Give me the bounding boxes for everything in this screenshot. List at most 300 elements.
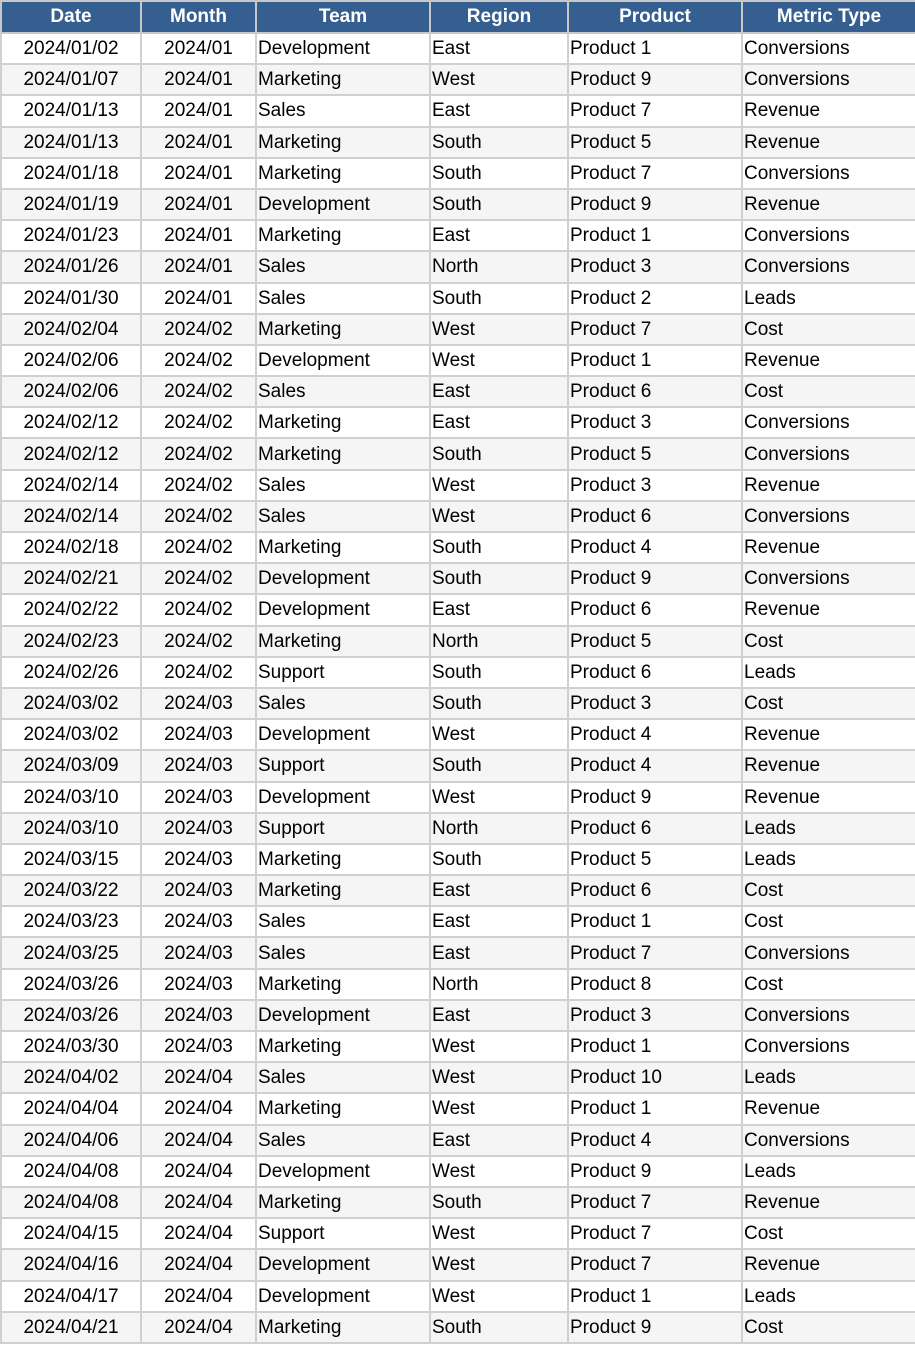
region-cell[interactable]: South [430, 1187, 568, 1218]
team-cell[interactable]: Marketing [256, 158, 430, 189]
product-cell[interactable]: Product 7 [568, 937, 742, 968]
team-cell[interactable]: Marketing [256, 969, 430, 1000]
date-cell[interactable]: 2024/02/21 [1, 563, 141, 594]
team-cell[interactable]: Marketing [256, 314, 430, 345]
region-cell[interactable]: South [430, 438, 568, 469]
month-cell[interactable]: 2024/02 [141, 657, 256, 688]
month-cell[interactable]: 2024/04 [141, 1156, 256, 1187]
team-cell[interactable]: Development [256, 594, 430, 625]
product-cell[interactable]: Product 5 [568, 127, 742, 158]
table-row [1, 127, 915, 158]
table-row [1, 158, 915, 189]
metric-type-cell[interactable]: Conversions [742, 251, 915, 282]
column-header-month[interactable]: Month [141, 1, 256, 33]
metric-type-cell[interactable]: Revenue [742, 719, 915, 750]
date-cell[interactable]: 2024/04/17 [1, 1281, 141, 1312]
date-cell[interactable]: 2024/04/04 [1, 1093, 141, 1124]
metric-type-cell[interactable]: Cost [742, 626, 915, 657]
month-cell[interactable]: 2024/01 [141, 127, 256, 158]
team-cell[interactable]: Marketing [256, 626, 430, 657]
product-cell[interactable]: Product 7 [568, 1249, 742, 1280]
team-cell[interactable]: Marketing [256, 220, 430, 251]
metric-type-cell[interactable]: Revenue [742, 95, 915, 126]
team-cell[interactable]: Marketing [256, 1031, 430, 1062]
team-cell[interactable]: Marketing [256, 64, 430, 95]
date-cell[interactable]: 2024/01/07 [1, 64, 141, 95]
month-cell[interactable]: 2024/04 [141, 1125, 256, 1156]
product-cell[interactable]: Product 9 [568, 782, 742, 813]
team-cell[interactable]: Marketing [256, 438, 430, 469]
region-cell[interactable]: East [430, 407, 568, 438]
table-row [1, 750, 915, 781]
product-cell[interactable]: Product 9 [568, 563, 742, 594]
date-cell[interactable]: 2024/01/18 [1, 158, 141, 189]
date-cell[interactable]: 2024/03/02 [1, 719, 141, 750]
table-row [1, 64, 915, 95]
table-row [1, 1249, 915, 1280]
product-cell[interactable]: Product 5 [568, 844, 742, 875]
metric-type-cell[interactable]: Revenue [742, 470, 915, 501]
metric-type-cell[interactable]: Leads [742, 283, 915, 314]
table-row [1, 563, 915, 594]
region-cell[interactable]: West [430, 501, 568, 532]
date-cell[interactable]: 2024/02/14 [1, 470, 141, 501]
month-cell[interactable]: 2024/04 [141, 1281, 256, 1312]
product-cell[interactable]: Product 7 [568, 314, 742, 345]
column-header-region[interactable]: Region [430, 1, 568, 33]
table-body [1, 33, 915, 1343]
region-cell[interactable]: West [430, 64, 568, 95]
metric-type-cell[interactable]: Cost [742, 1218, 915, 1249]
table-row [1, 1312, 915, 1343]
month-cell[interactable]: 2024/02 [141, 314, 256, 345]
region-cell[interactable]: East [430, 937, 568, 968]
product-cell[interactable]: Product 10 [568, 1062, 742, 1093]
table-row [1, 969, 915, 1000]
metric-type-cell[interactable]: Conversions [742, 407, 915, 438]
region-cell[interactable]: West [430, 1093, 568, 1124]
month-cell[interactable]: 2024/04 [141, 1062, 256, 1093]
region-cell[interactable]: East [430, 95, 568, 126]
product-cell[interactable]: Product 9 [568, 64, 742, 95]
product-cell[interactable]: Product 4 [568, 532, 742, 563]
metric-type-cell[interactable]: Leads [742, 1156, 915, 1187]
metric-type-cell[interactable]: Leads [742, 844, 915, 875]
team-cell[interactable]: Development [256, 1281, 430, 1312]
month-cell[interactable]: 2024/02 [141, 501, 256, 532]
date-cell[interactable]: 2024/03/30 [1, 1031, 141, 1062]
table-row [1, 345, 915, 376]
region-cell[interactable]: West [430, 1062, 568, 1093]
region-cell[interactable]: South [430, 283, 568, 314]
table-row [1, 95, 915, 126]
region-cell[interactable]: South [430, 158, 568, 189]
month-cell[interactable]: 2024/01 [141, 33, 256, 64]
team-cell[interactable]: Sales [256, 1125, 430, 1156]
date-cell[interactable]: 2024/02/18 [1, 532, 141, 563]
metric-type-cell[interactable]: Conversions [742, 1125, 915, 1156]
team-cell[interactable]: Sales [256, 251, 430, 282]
team-cell[interactable]: Development [256, 563, 430, 594]
date-cell[interactable]: 2024/02/04 [1, 314, 141, 345]
table-row [1, 1281, 915, 1312]
region-cell[interactable]: West [430, 470, 568, 501]
team-cell[interactable]: Sales [256, 1062, 430, 1093]
date-cell[interactable]: 2024/02/22 [1, 594, 141, 625]
metric-type-cell[interactable]: Cost [742, 906, 915, 937]
product-cell[interactable]: Product 4 [568, 750, 742, 781]
product-cell[interactable]: Product 9 [568, 1312, 742, 1343]
column-header-date[interactable]: Date [1, 1, 141, 33]
metric-type-cell[interactable]: Leads [742, 1281, 915, 1312]
product-cell[interactable]: Product 1 [568, 220, 742, 251]
region-cell[interactable]: East [430, 33, 568, 64]
month-cell[interactable]: 2024/02 [141, 594, 256, 625]
table-row [1, 407, 915, 438]
metric-type-cell[interactable]: Leads [742, 1062, 915, 1093]
team-cell[interactable]: Marketing [256, 1312, 430, 1343]
metric-type-cell[interactable]: Revenue [742, 750, 915, 781]
month-cell[interactable]: 2024/02 [141, 438, 256, 469]
month-cell[interactable]: 2024/03 [141, 875, 256, 906]
metric-type-cell[interactable]: Leads [742, 657, 915, 688]
column-header-product[interactable]: Product [568, 1, 742, 33]
date-cell[interactable]: 2024/01/19 [1, 189, 141, 220]
product-cell[interactable]: Product 6 [568, 594, 742, 625]
product-cell[interactable]: Product 1 [568, 1281, 742, 1312]
region-cell[interactable]: South [430, 750, 568, 781]
table-row [1, 376, 915, 407]
product-cell[interactable]: Product 9 [568, 189, 742, 220]
product-cell[interactable]: Product 6 [568, 875, 742, 906]
month-cell[interactable]: 2024/03 [141, 782, 256, 813]
metric-type-cell[interactable]: Revenue [742, 782, 915, 813]
date-cell[interactable]: 2024/02/23 [1, 626, 141, 657]
region-cell[interactable]: West [430, 782, 568, 813]
metric-type-cell[interactable]: Conversions [742, 937, 915, 968]
team-cell[interactable]: Sales [256, 906, 430, 937]
region-cell[interactable]: East [430, 1125, 568, 1156]
team-cell[interactable]: Marketing [256, 127, 430, 158]
metric-type-cell[interactable]: Conversions [742, 1031, 915, 1062]
team-cell[interactable]: Development [256, 1249, 430, 1280]
month-cell[interactable]: 2024/04 [141, 1218, 256, 1249]
team-cell[interactable]: Sales [256, 470, 430, 501]
product-cell[interactable]: Product 2 [568, 283, 742, 314]
date-cell[interactable]: 2024/03/22 [1, 875, 141, 906]
metric-type-cell[interactable]: Conversions [742, 220, 915, 251]
product-cell[interactable]: Product 7 [568, 95, 742, 126]
product-cell[interactable]: Product 1 [568, 1093, 742, 1124]
metric-type-cell[interactable]: Revenue [742, 532, 915, 563]
date-cell[interactable]: 2024/01/30 [1, 283, 141, 314]
region-cell[interactable]: South [430, 563, 568, 594]
month-cell[interactable]: 2024/01 [141, 64, 256, 95]
region-cell[interactable]: South [430, 127, 568, 158]
team-cell[interactable]: Support [256, 750, 430, 781]
region-cell[interactable]: West [430, 719, 568, 750]
metric-type-cell[interactable]: Conversions [742, 64, 915, 95]
metric-type-cell[interactable]: Revenue [742, 594, 915, 625]
table-row [1, 283, 915, 314]
metric-type-cell[interactable]: Cost [742, 376, 915, 407]
date-cell[interactable]: 2024/02/26 [1, 657, 141, 688]
product-cell[interactable]: Product 4 [568, 719, 742, 750]
date-cell[interactable]: 2024/03/23 [1, 906, 141, 937]
month-cell[interactable]: 2024/01 [141, 158, 256, 189]
month-cell[interactable]: 2024/02 [141, 376, 256, 407]
date-cell[interactable]: 2024/03/10 [1, 813, 141, 844]
date-cell[interactable]: 2024/03/15 [1, 844, 141, 875]
month-cell[interactable]: 2024/03 [141, 1031, 256, 1062]
month-cell[interactable]: 2024/03 [141, 719, 256, 750]
table-row [1, 1031, 915, 1062]
month-cell[interactable]: 2024/04 [141, 1187, 256, 1218]
region-cell[interactable]: South [430, 532, 568, 563]
month-cell[interactable]: 2024/02 [141, 345, 256, 376]
date-cell[interactable]: 2024/04/08 [1, 1187, 141, 1218]
region-cell[interactable]: West [430, 1218, 568, 1249]
region-cell[interactable]: South [430, 657, 568, 688]
date-cell[interactable]: 2024/03/26 [1, 1000, 141, 1031]
table-row [1, 594, 915, 625]
team-cell[interactable]: Sales [256, 95, 430, 126]
team-cell[interactable]: Development [256, 782, 430, 813]
month-cell[interactable]: 2024/01 [141, 283, 256, 314]
table-row [1, 532, 915, 563]
date-cell[interactable]: 2024/01/02 [1, 33, 141, 64]
date-cell[interactable]: 2024/03/09 [1, 750, 141, 781]
month-cell[interactable]: 2024/03 [141, 969, 256, 1000]
table-row [1, 1125, 915, 1156]
metric-type-cell[interactable]: Revenue [742, 127, 915, 158]
date-cell[interactable]: 2024/02/06 [1, 345, 141, 376]
product-cell[interactable]: Product 6 [568, 501, 742, 532]
metric-type-cell[interactable]: Revenue [742, 1093, 915, 1124]
date-cell[interactable]: 2024/04/06 [1, 1125, 141, 1156]
table-row [1, 251, 915, 282]
table-row [1, 438, 915, 469]
team-cell[interactable]: Sales [256, 376, 430, 407]
month-cell[interactable]: 2024/03 [141, 906, 256, 937]
date-cell[interactable]: 2024/04/16 [1, 1249, 141, 1280]
product-cell[interactable]: Product 1 [568, 345, 742, 376]
month-cell[interactable]: 2024/01 [141, 251, 256, 282]
region-cell[interactable]: East [430, 220, 568, 251]
date-cell[interactable]: 2024/04/02 [1, 1062, 141, 1093]
month-cell[interactable]: 2024/02 [141, 626, 256, 657]
team-cell[interactable]: Sales [256, 501, 430, 532]
table-row [1, 314, 915, 345]
month-cell[interactable]: 2024/04 [141, 1312, 256, 1343]
date-cell[interactable]: 2024/04/15 [1, 1218, 141, 1249]
team-cell[interactable]: Development [256, 33, 430, 64]
column-header-metric-type[interactable]: Metric Type [742, 1, 915, 33]
date-cell[interactable]: 2024/03/02 [1, 688, 141, 719]
team-cell[interactable]: Marketing [256, 1093, 430, 1124]
region-cell[interactable]: East [430, 1000, 568, 1031]
team-cell[interactable]: Development [256, 189, 430, 220]
metric-type-cell[interactable]: Revenue [742, 1187, 915, 1218]
team-cell[interactable]: Marketing [256, 532, 430, 563]
product-cell[interactable]: Product 3 [568, 251, 742, 282]
region-cell[interactable]: West [430, 1031, 568, 1062]
metric-type-cell[interactable]: Cost [742, 969, 915, 1000]
month-cell[interactable]: 2024/02 [141, 470, 256, 501]
team-cell[interactable]: Sales [256, 283, 430, 314]
metric-type-cell[interactable]: Conversions [742, 33, 915, 64]
month-cell[interactable]: 2024/04 [141, 1249, 256, 1280]
product-cell[interactable]: Product 7 [568, 1218, 742, 1249]
team-cell[interactable]: Development [256, 719, 430, 750]
date-cell[interactable]: 2024/01/23 [1, 220, 141, 251]
product-cell[interactable]: Product 5 [568, 438, 742, 469]
product-cell[interactable]: Product 7 [568, 158, 742, 189]
table-row [1, 33, 915, 64]
metric-type-cell[interactable]: Cost [742, 688, 915, 719]
region-cell[interactable]: West [430, 1281, 568, 1312]
table-row [1, 657, 915, 688]
date-cell[interactable]: 2024/02/12 [1, 407, 141, 438]
month-cell[interactable]: 2024/03 [141, 750, 256, 781]
metric-type-cell[interactable]: Revenue [742, 345, 915, 376]
product-cell[interactable]: Product 5 [568, 626, 742, 657]
month-cell[interactable]: 2024/03 [141, 813, 256, 844]
team-cell[interactable]: Sales [256, 937, 430, 968]
team-cell[interactable]: Marketing [256, 1187, 430, 1218]
column-header-team[interactable]: Team [256, 1, 430, 33]
table-row [1, 1000, 915, 1031]
region-cell[interactable]: North [430, 626, 568, 657]
month-cell[interactable]: 2024/02 [141, 563, 256, 594]
product-cell[interactable]: Product 7 [568, 1187, 742, 1218]
table-row [1, 937, 915, 968]
team-cell[interactable]: Support [256, 1218, 430, 1249]
date-cell[interactable]: 2024/01/13 [1, 127, 141, 158]
product-cell[interactable]: Product 3 [568, 1000, 742, 1031]
region-cell[interactable]: North [430, 969, 568, 1000]
table-row [1, 906, 915, 937]
metric-type-cell[interactable]: Conversions [742, 501, 915, 532]
table-row [1, 782, 915, 813]
region-cell[interactable]: West [430, 345, 568, 376]
team-cell[interactable]: Development [256, 1000, 430, 1031]
date-cell[interactable]: 2024/02/14 [1, 501, 141, 532]
region-cell[interactable]: South [430, 844, 568, 875]
table-row [1, 875, 915, 906]
table-row [1, 626, 915, 657]
region-cell[interactable]: West [430, 1156, 568, 1187]
month-cell[interactable]: 2024/02 [141, 532, 256, 563]
month-cell[interactable]: 2024/01 [141, 189, 256, 220]
date-cell[interactable]: 2024/03/26 [1, 969, 141, 1000]
month-cell[interactable]: 2024/03 [141, 937, 256, 968]
region-cell[interactable]: East [430, 376, 568, 407]
month-cell[interactable]: 2024/01 [141, 95, 256, 126]
date-cell[interactable]: 2024/02/12 [1, 438, 141, 469]
team-cell[interactable]: Marketing [256, 407, 430, 438]
product-cell[interactable]: Product 3 [568, 470, 742, 501]
team-cell[interactable]: Development [256, 1156, 430, 1187]
region-cell[interactable]: East [430, 875, 568, 906]
table-row [1, 1093, 915, 1124]
product-cell[interactable]: Product 6 [568, 813, 742, 844]
metric-type-cell[interactable]: Conversions [742, 1000, 915, 1031]
region-cell[interactable]: East [430, 906, 568, 937]
table-row [1, 688, 915, 719]
date-cell[interactable]: 2024/03/25 [1, 937, 141, 968]
team-cell[interactable]: Marketing [256, 875, 430, 906]
metric-type-cell[interactable]: Conversions [742, 438, 915, 469]
month-cell[interactable]: 2024/04 [141, 1093, 256, 1124]
table-row [1, 470, 915, 501]
metric-type-cell[interactable]: Conversions [742, 563, 915, 594]
date-cell[interactable]: 2024/04/08 [1, 1156, 141, 1187]
date-cell[interactable]: 2024/02/06 [1, 376, 141, 407]
table-row [1, 189, 915, 220]
table-row [1, 1218, 915, 1249]
header-row [1, 1, 915, 33]
product-cell[interactable]: Product 1 [568, 906, 742, 937]
team-cell[interactable]: Support [256, 813, 430, 844]
month-cell[interactable]: 2024/01 [141, 220, 256, 251]
table-row [1, 220, 915, 251]
team-cell[interactable]: Development [256, 345, 430, 376]
month-cell[interactable]: 2024/02 [141, 407, 256, 438]
product-cell[interactable]: Product 1 [568, 1031, 742, 1062]
region-cell[interactable]: West [430, 1249, 568, 1280]
date-cell[interactable]: 2024/04/21 [1, 1312, 141, 1343]
product-cell[interactable]: Product 3 [568, 688, 742, 719]
product-cell[interactable]: Product 3 [568, 407, 742, 438]
product-cell[interactable]: Product 8 [568, 969, 742, 1000]
date-cell[interactable]: 2024/01/13 [1, 95, 141, 126]
team-cell[interactable]: Marketing [256, 844, 430, 875]
month-cell[interactable]: 2024/03 [141, 1000, 256, 1031]
table-row [1, 1156, 915, 1187]
metric-type-cell[interactable]: Conversions [742, 158, 915, 189]
region-cell[interactable]: West [430, 314, 568, 345]
metric-type-cell[interactable]: Cost [742, 1312, 915, 1343]
metric-type-cell[interactable]: Leads [742, 813, 915, 844]
region-cell[interactable]: East [430, 594, 568, 625]
region-cell[interactable]: North [430, 251, 568, 282]
metric-type-cell[interactable]: Cost [742, 314, 915, 345]
product-cell[interactable]: Product 1 [568, 33, 742, 64]
metric-type-cell[interactable]: Revenue [742, 189, 915, 220]
month-cell[interactable]: 2024/03 [141, 844, 256, 875]
region-cell[interactable]: North [430, 813, 568, 844]
metric-type-cell[interactable]: Revenue [742, 1249, 915, 1280]
date-cell[interactable]: 2024/03/10 [1, 782, 141, 813]
team-cell[interactable]: Sales [256, 688, 430, 719]
region-cell[interactable]: South [430, 688, 568, 719]
product-cell[interactable]: Product 4 [568, 1125, 742, 1156]
product-cell[interactable]: Product 6 [568, 657, 742, 688]
team-cell[interactable]: Support [256, 657, 430, 688]
table-row [1, 719, 915, 750]
month-cell[interactable]: 2024/03 [141, 688, 256, 719]
product-cell[interactable]: Product 6 [568, 376, 742, 407]
date-cell[interactable]: 2024/01/26 [1, 251, 141, 282]
table-row [1, 1062, 915, 1093]
table-row [1, 844, 915, 875]
product-cell[interactable]: Product 9 [568, 1156, 742, 1187]
table-row [1, 501, 915, 532]
region-cell[interactable]: South [430, 1312, 568, 1343]
metric-type-cell[interactable]: Cost [742, 875, 915, 906]
region-cell[interactable]: South [430, 189, 568, 220]
